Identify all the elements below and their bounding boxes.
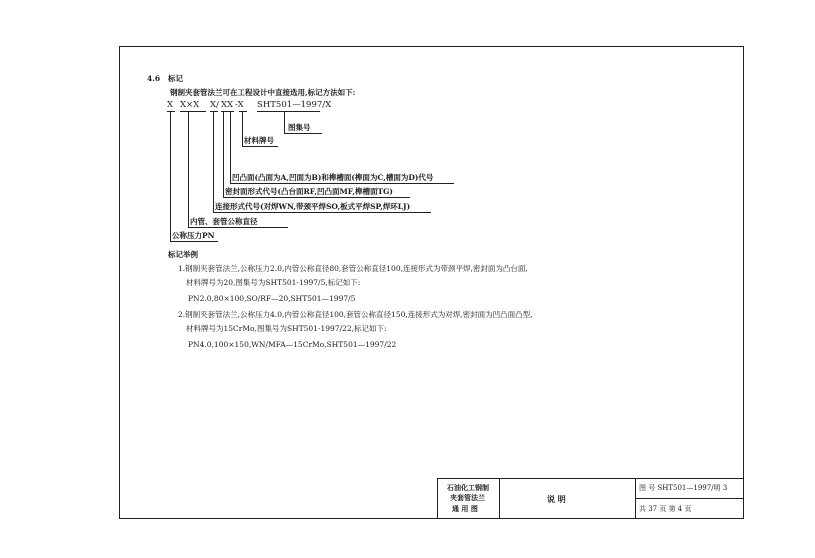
title-block-desc (499, 478, 635, 519)
leader-diameter-h (188, 227, 288, 228)
underline-diameter (180, 111, 206, 112)
code-part-connection: X/ (210, 100, 219, 110)
leader-connection (213, 111, 214, 212)
callout-sealing-face: 密封面形式代号(凸台面RF,凹凸面MF,榫槽面TG) (225, 187, 393, 196)
leader-sealing-h (223, 197, 410, 198)
examples-heading: 标记举例 (168, 250, 198, 259)
doc-description: 说 明 (547, 494, 566, 504)
org-line3: 通 用 图 (452, 504, 478, 513)
title-block-drawing-no (635, 478, 744, 498)
callout-atlas: 图集号 (288, 123, 311, 132)
leader-diameter (188, 111, 189, 227)
leader-atlas-h (284, 133, 322, 134)
example1-line1: 1.钢制夹套管法兰,公称压力2.0,内管公称直径80,套管公称直径100,连接形式为带颈平焊,密封面为凸台面, (178, 264, 528, 273)
callout-pn: 公称压力PN (172, 231, 215, 240)
title-block-pages (635, 498, 744, 519)
example2-mark: PN4.0,100×150,WN/MFA—15CrMo,SHT501—1997/22 (188, 340, 397, 349)
example2-line1: 2.钢制夹套管法兰,公称压力4.0,内管公称直径100,套管公称直径150,连接形式为对焊,密封面为凹凸面凸型, (178, 310, 533, 319)
section-number: 4.6 (147, 74, 161, 83)
callout-diameter: 内管、套管公称直径 (190, 217, 258, 226)
underline-pn (167, 111, 175, 112)
callout-face-code: 凹凸面(凸面为A,凹面为B)和榫槽面(榫面为C,槽面为D)代号 (232, 173, 434, 182)
leader-atlas (284, 111, 285, 133)
leader-pn-h (170, 241, 218, 242)
code-part-pn: X (167, 100, 174, 110)
leader-pn (170, 111, 171, 241)
section-title: 标记 (168, 74, 183, 83)
leader-material (242, 111, 243, 146)
callout-connection: 连接形式代号(对焊WN,带颈平焊SO,板式平焊SP,焊环LJ) (215, 202, 411, 211)
code-part-atlas: SHT501—1997/X (257, 100, 332, 110)
section-intro: 钢制夹套管法兰可在工程设计中直接选用,标记方法如下: (170, 88, 356, 97)
underline-material (239, 111, 247, 112)
title-block (437, 478, 744, 519)
example1-mark: PN2.0,80×100,SO/RF—20,SHT501—1997/5 (188, 294, 356, 303)
title-block-org (437, 478, 499, 519)
leader-sealing (223, 111, 224, 197)
code-part-diameter: X×X (180, 100, 200, 110)
callout-material: 材料牌号 (244, 136, 274, 145)
code-part-material: -X (235, 100, 244, 110)
example2-line2: 材料牌号为15CrMo,图集号为SHT501-1997/22,标记如下: (186, 324, 387, 333)
org-line2: 夹套管法兰 (450, 493, 485, 502)
code-part-facing: XX (221, 100, 234, 110)
org-line1: 石油化工钢制 (447, 483, 489, 492)
example1-line2: 材料牌号为20,图集号为SHT501-1997/5,标记如下: (186, 278, 361, 287)
leader-material-h (242, 146, 278, 147)
page-count: 共 37 页 第 4 页 (639, 505, 692, 513)
drawing-number: 图 号 SHT501—1997/明 3 (639, 484, 728, 492)
leader-face-h (230, 183, 454, 184)
underline-connection (210, 111, 218, 112)
leader-connection-h (213, 212, 431, 213)
leader-face (230, 111, 231, 183)
underline-atlas (257, 111, 320, 112)
